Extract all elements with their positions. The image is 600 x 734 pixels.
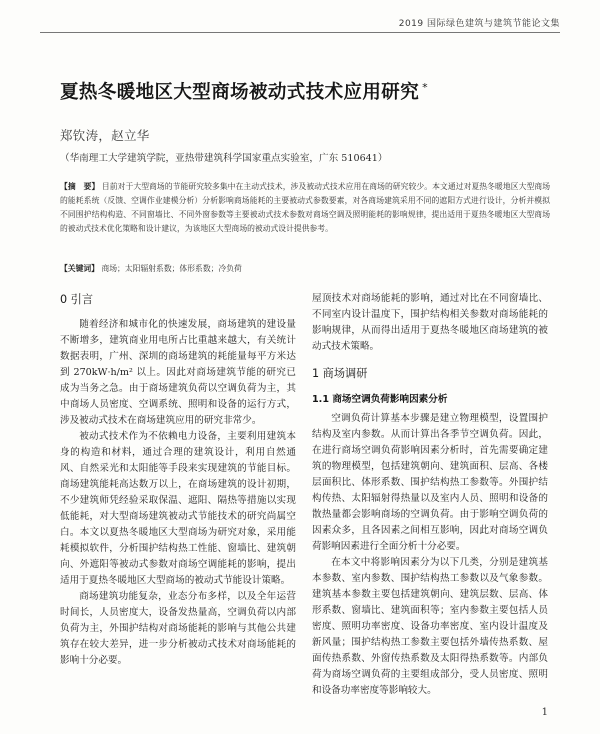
title-footnote-mark: * xyxy=(422,80,429,94)
keywords xyxy=(60,263,550,274)
section-1-heading: 1 商场调研 xyxy=(312,367,368,380)
section-1-paragraph: 空调负荷计算基本步骤是建立物理模型，设置围护结构及室内参数。从而计算出各季节空调负荷。因此，在进行商场空调负荷影响因素分析时，首先需要确定建筑的物理模型，包括建筑朝向、建筑面积、层高、各楼层面积比、体形系数、围护结构热工参数等。外围护结构传热、太阳辐射得热量以及室内人员、照明和设备的散热量都会影响商场的空调负荷。由于影响空调负荷的因素众多，且各因素之间相互影响，因此对商场空调负荷影响因素进行全面分析十分必要。 xyxy=(312,413,548,552)
paper-title xyxy=(60,78,540,104)
intro-paragraph: 商场建筑功能复杂，业态分布多样，以及全年运营时间长，人员密度大，设备发热量高，空调负荷以内部负荷为主，外围护结构对商场能耗的影响与其他公共建筑存在较大差异，进一步分析被动式技术对商场能耗的影响十分必要。 xyxy=(60,591,296,666)
abstract-label: 【摘 要】 xyxy=(60,182,100,191)
section-1-paragraph: 在本文中将影响因素分为以下几类，分别是建筑基本参数、室内参数、围护结构热工参数以及气象参数。建筑基本参数主要包括建筑朝向、建筑层数、层高、体形系数、窗墙比、建筑面积等；室内参数主要包括人员密度、照明功率密度、设备功率密度、室内设计温度及新风量；围护结构热工参数主要包括外墙传热系数、屋面传热系数、外窗传热系数及太阳得热系数等。内部负荷为商场空调负荷的主要组成部分，受人员密度、照明和设备功率密度等影响较大。 xyxy=(312,557,548,696)
keywords-label: 【关键词】 xyxy=(60,264,99,273)
keywords-text: 商场；太阳辐射系数；体形系数；冷负荷 xyxy=(101,264,242,273)
running-header: 2019 国际绿色建筑与建筑节能论文集 xyxy=(398,19,560,29)
authors: 郑钦涛，赵立华 xyxy=(60,128,150,143)
paper-title-text: 夏热冬暖地区大型商场被动式技术应用研究 xyxy=(60,82,420,103)
intro-paragraph: 被动式技术作为不依赖电力设备，主要利用建筑本身的构造和材料，通过合理的建筑设计，利用自然通风、自然采光和太阳能等手段来实现建筑的节能目标。商场建筑能耗高达数万以上，在商场建筑的设计初期，不少建筑师凭经验采取保温、遮阳、隔热等措施以实现低能耗，对大型商场建筑被动式节能技术的研究尚属空白。本文以夏热冬暖地区大型商场为研究对象，采用能耗模拟软件，分析围护结构热工性能、窗墙比、建筑朝向、外遮阳等被动式参数对商场空调能耗的影响，提出适用于夏热冬暖地区大型商场的被动式节能设计策略。 xyxy=(60,431,296,586)
intro-paragraph-continued: 屋顶技术对商场能耗的影响，通过对比在不同窗墙比、不同室内设计温度下，围护结构相关参数对商场能耗的影响规律，从而得出适用于夏热冬暖地区商场建筑的被动式技术策略。 xyxy=(312,293,548,352)
abstract-text: 目前对于大型商场的节能研究较多集中在主动式技术，涉及被动式技术应用在商场的研究较少。本文通过对夏热冬暖地区大型商场的能耗系统（反馈、空调作业建模分析）分析影响商场能耗的主要被动式参数要素，对各商场建筑采用不同的遮阳方式进行设计，分析并模拟不同围护结构构造、不同窗墙比、不同外窗参数等主要被动式技术参数对商场空调及照明能耗的影响规律，提出适用于夏热冬暖地区大型商场的被动式技术优化策略和设计建议，为该地区大型商场的被动式设计提供参考。 xyxy=(60,182,551,233)
left-column xyxy=(60,291,296,669)
intro-heading: 0 引言 xyxy=(60,293,94,306)
affiliation: （华南理工大学建筑学院，亚热带建筑科学国家重点实验室，广东 510641） xyxy=(60,153,388,164)
header-rule xyxy=(40,32,560,33)
intro-paragraph: 随着经济和城市化的快速发展，商场建筑的建设量不断增多，建筑商业用电所占比重越来越大，有关统计数据表明，广州、深圳的商场建筑的耗能量每平方米达到 270kW·h/m² 以上。因此对商场建筑节能的研究已成为当务之急。由于商场建筑负荷以空调负荷为主，其中商场人员密度、空调系统、照明和设备的运行方式，涉及被动式技术在商场建筑应用的研究非常少。 xyxy=(60,319,296,426)
right-column xyxy=(312,291,548,699)
page-number: 1 xyxy=(541,707,548,718)
section-1-1-heading: 1.1 商场空调负荷影响因素分析 xyxy=(312,394,448,405)
abstract xyxy=(60,180,550,236)
